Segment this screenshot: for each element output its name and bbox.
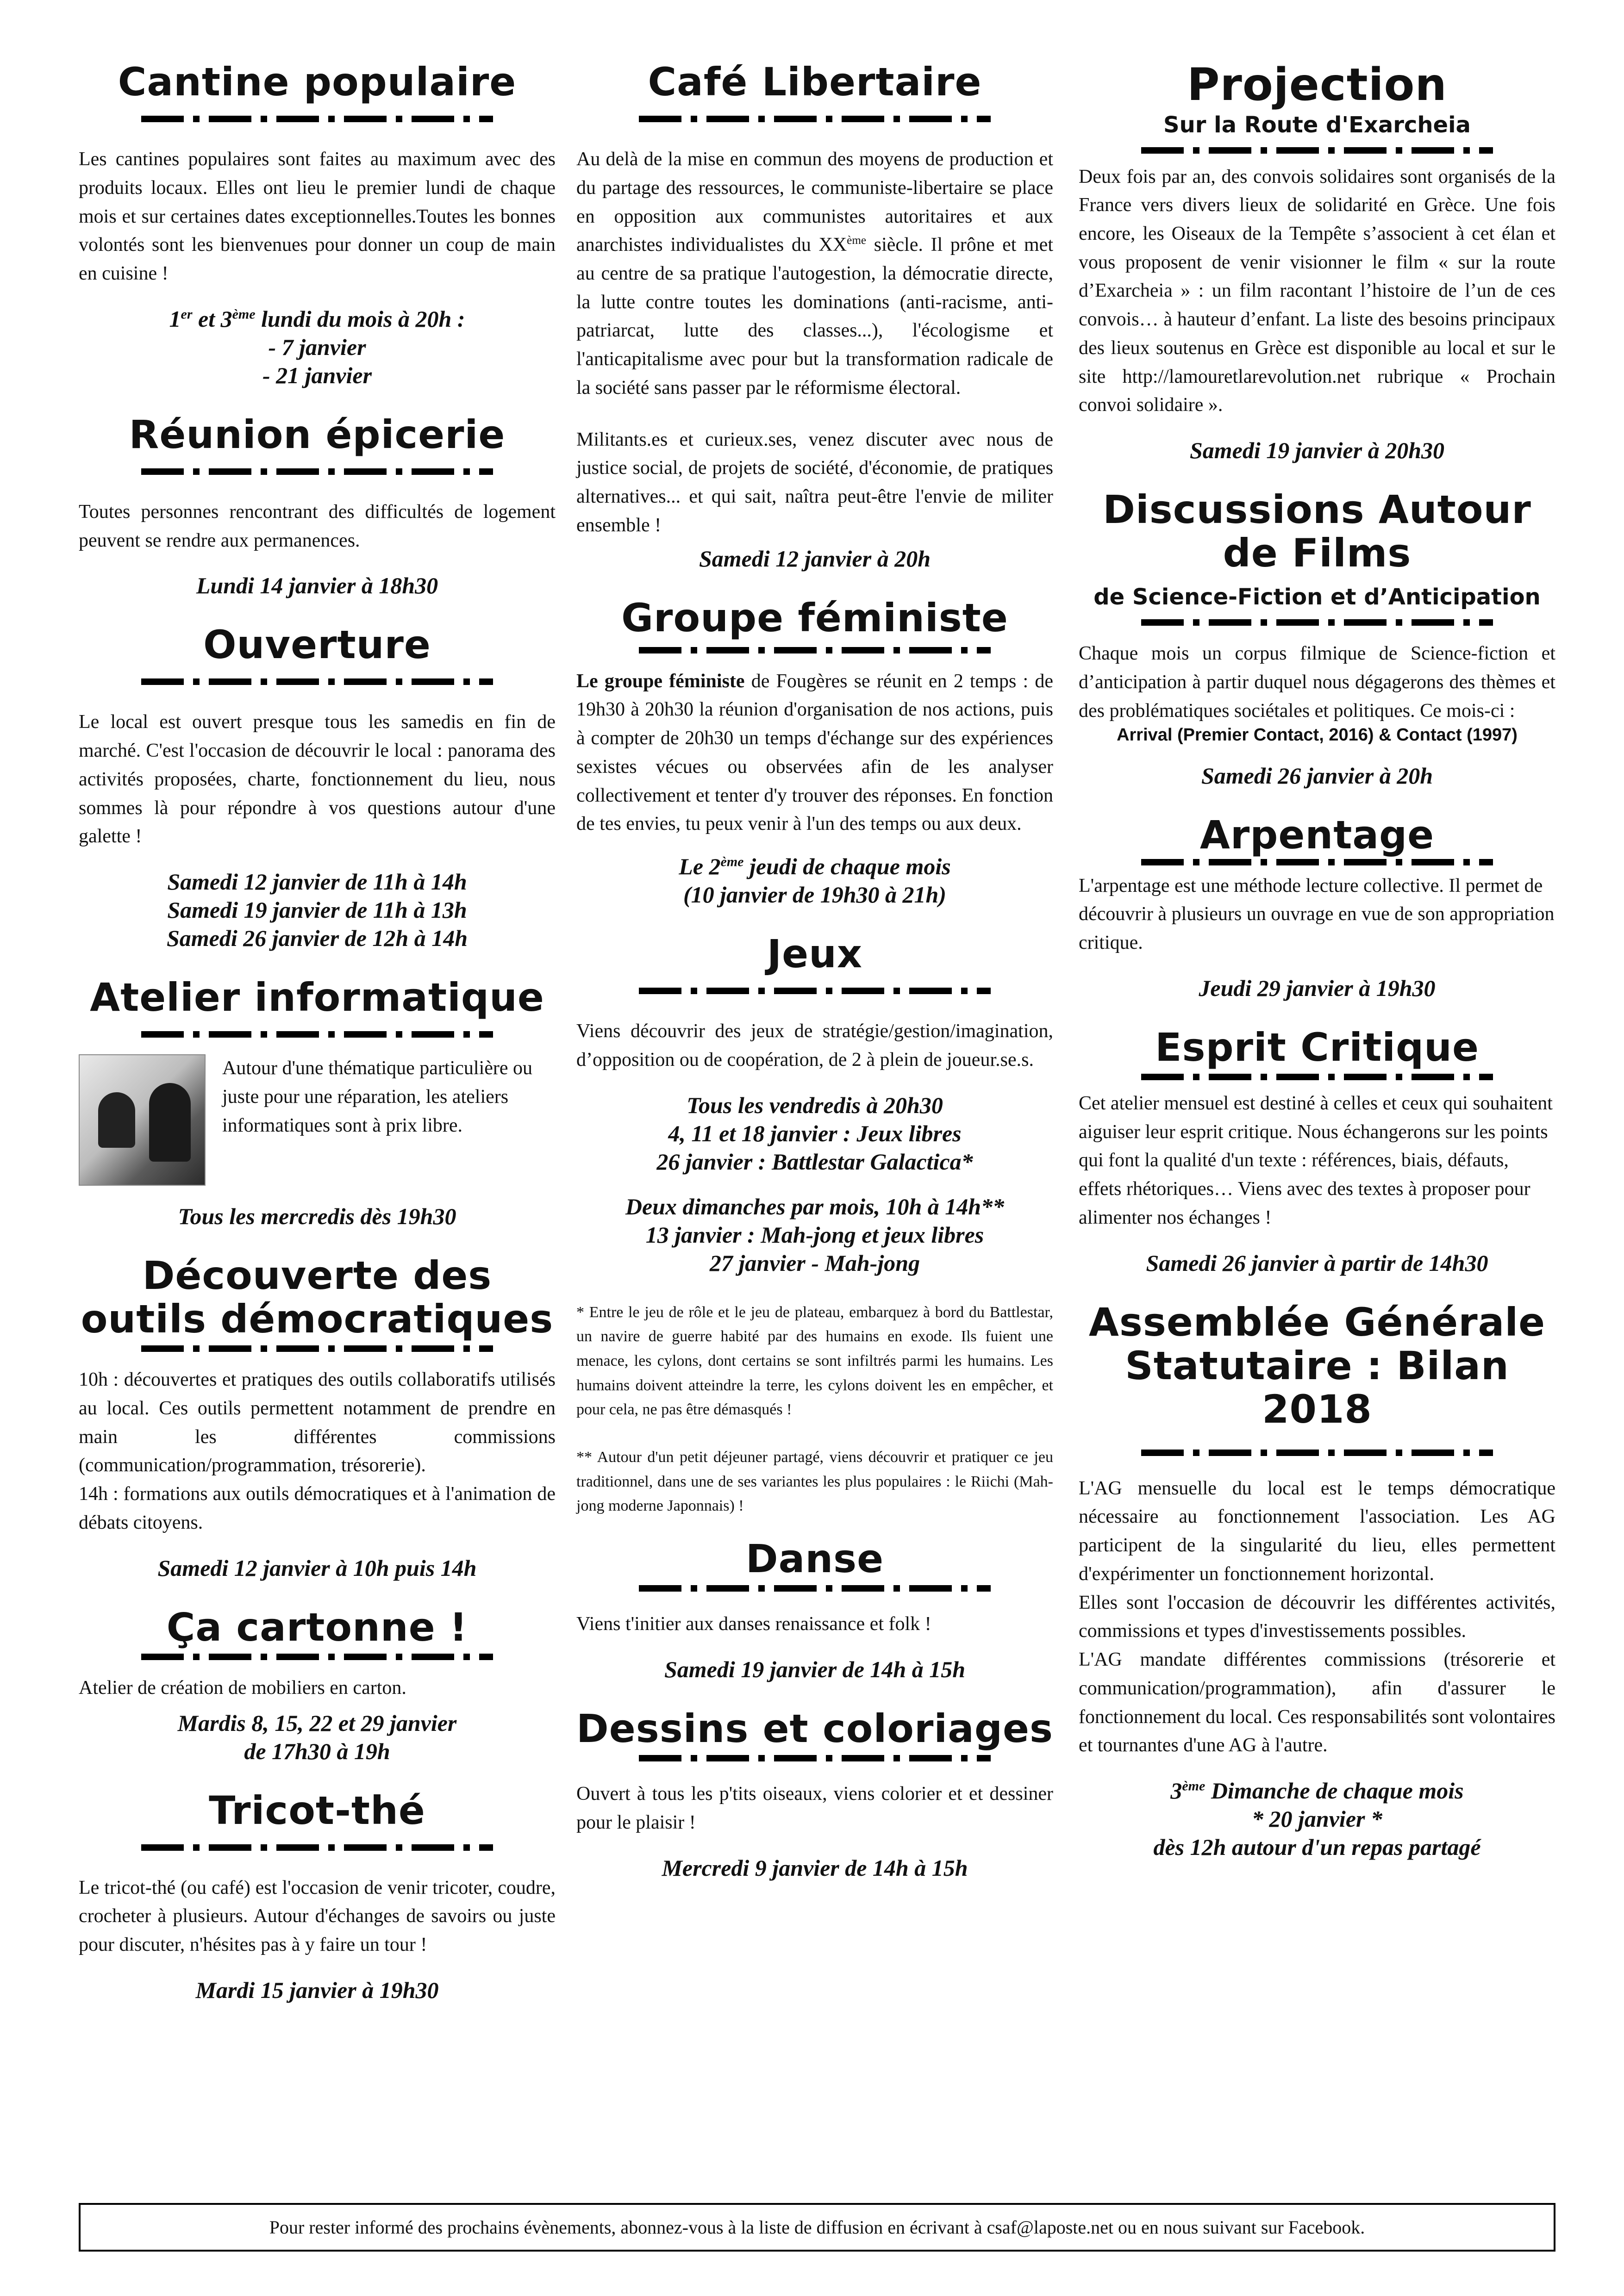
section-body xyxy=(79,1366,556,1537)
dash-divider xyxy=(1141,1450,1493,1456)
event-schedule: Tous les mercredis dès 19h30 xyxy=(178,1203,456,1230)
dash-divider xyxy=(141,1844,493,1851)
dash-divider xyxy=(1141,619,1493,626)
event-schedule xyxy=(576,1193,1053,1277)
title-line: Assemblée Générale xyxy=(1088,1299,1546,1345)
schedule-date: Samedi 26 janvier de 12h à 14h xyxy=(166,925,468,952)
section-title: Jeux xyxy=(767,931,863,977)
section-body xyxy=(576,667,1053,839)
section-title: Ça cartonne ! xyxy=(166,1604,468,1650)
event-schedule: Samedi 26 janvier à 20h xyxy=(1201,763,1433,789)
section-body: Le local est ouvert presque tous les samedis en fin de marché. C'est l'occasion de découvrir le local : panorama des activités proposées, charte, fonctionnement du lieu, nous sommes là pour répondre à vos questions autour d'une galette ! xyxy=(79,711,556,847)
section-title: Atelier informatique xyxy=(90,975,544,1020)
section-body xyxy=(576,145,1053,540)
section-body: Viens découvrir des jeux de stratégie/gestion/imagination, d’opposition ou de coopération, de 2 à plein de joueur.se.s. xyxy=(576,1020,1053,1070)
dash-divider xyxy=(639,116,991,122)
event-schedule: Samedi 12 janvier à 10h puis 14h xyxy=(157,1555,477,1581)
section-body: Toutes personnes rencontrant des difficultés de logement peuvent se rendre aux permanences. xyxy=(79,501,556,551)
dash-divider xyxy=(141,678,493,685)
column-middle xyxy=(576,60,1053,1905)
section-title xyxy=(1079,488,1555,575)
section-title: Cantine populaire xyxy=(118,59,517,105)
superscript: er xyxy=(181,306,193,322)
section-body: Atelier de création de mobiliers en carton. xyxy=(79,1677,406,1699)
schedule-text: Le 2 xyxy=(679,853,721,880)
superscript: ème xyxy=(720,854,744,870)
section-esprit xyxy=(1079,1026,1555,1277)
section-cartonne xyxy=(79,1605,556,1766)
schedule-date: * 20 janvier * xyxy=(1252,1806,1382,1832)
event-schedule xyxy=(1079,1777,1555,1861)
body-paragraph: L'AG mandate différentes commissions (trésorerie et communication/programmation), afin d'assurer le fonctionnement du local. Ces responsabilités sont volontaires et tournantes d'une AG à l'autre. xyxy=(1079,1649,1555,1756)
schedule-date: Samedi 12 janvier de 11h à 14h xyxy=(167,869,467,895)
atelier-content xyxy=(79,1054,556,1186)
schedule-line: 13 janvier : Mah-jong et jeux libres xyxy=(645,1221,984,1248)
schedule-date: Samedi 19 janvier de 11h à 13h xyxy=(167,897,467,923)
schedule-line: Deux dimanches par mois, 10h à 14h** xyxy=(625,1193,1005,1220)
schedule-text: jeudi de chaque mois xyxy=(743,853,951,880)
section-arpentage xyxy=(1079,813,1555,1002)
column-right xyxy=(1079,60,1555,1885)
dash-divider xyxy=(639,1755,991,1761)
event-schedule: Lundi 14 janvier à 18h30 xyxy=(196,572,438,599)
event-schedule: Mercredi 9 janvier de 14h à 15h xyxy=(662,1854,968,1881)
section-feministe xyxy=(576,596,1053,909)
event-schedule: Samedi 26 janvier à partir de 14h30 xyxy=(1146,1250,1488,1276)
section-title: Esprit Critique xyxy=(1155,1024,1479,1070)
section-title: Arpentage xyxy=(1199,812,1435,858)
section-body: Les cantines populaires sont faites au maximum avec des produits locaux. Elles ont lieu le premier lundi de chaque mois et sur certaines dates exceptionnelles.Toutes les bonnes volontés sont les bienvenues pour donner un coup de main en cuisine ! xyxy=(79,149,556,285)
column-left xyxy=(79,60,556,2028)
dash-divider xyxy=(141,1345,493,1352)
dash-divider xyxy=(1141,147,1493,154)
body-paragraph: 10h : découvertes et pratiques des outils collaboratifs utilisés au local. Ces outils permettent notamment de prendre en main les différentes commissions (communication/programmation, trésorerie). xyxy=(79,1369,556,1476)
event-schedule: Samedi 19 janvier à 20h30 xyxy=(1189,437,1445,464)
dash-divider xyxy=(141,116,493,122)
schedule-time: de 17h30 à 19h xyxy=(244,1738,390,1764)
event-schedule xyxy=(576,1091,1053,1176)
section-outils xyxy=(79,1254,556,1582)
footer-box xyxy=(79,2203,1555,2252)
section-ouverture xyxy=(79,623,556,952)
schedule-time: dès 12h autour d'un repas partagé xyxy=(1153,1834,1481,1860)
schedule-text: 3 xyxy=(1170,1778,1182,1804)
section-body: Deux fois par an, des convois solidaires sont organisés de la France vers divers lieux de solidarité en Grèce. Une fois encore, les Oiseaux de la Tempête s’associent à cet élan et vous proposent de venir visionner le film « sur la route d’Exarcheia » : un film racontant l’histoire de l’un de ces convois… à hauteur d’enfant. La liste des besoins principaux des lieux soutenus en Grèce est disponible au local et sur le site http://lamouretlarevolution.net rubrique « Prochain convoi solidaire ». xyxy=(1079,166,1555,416)
schedule-line: Tous les vendredis à 20h30 xyxy=(687,1092,943,1118)
event-schedule: Samedi 19 janvier de 14h à 15h xyxy=(664,1656,966,1682)
section-body: Chaque mois un corpus filmique de Science-fiction et d’anticipation à partir duquel nous dégagerons des thèmes et des problématiques sociétales et politiques. Ce mois-ci : xyxy=(1079,643,1555,722)
section-body xyxy=(1079,1475,1555,1760)
event-schedule: Samedi 12 janvier à 20h xyxy=(699,545,931,572)
schedule-text: et 3 xyxy=(192,305,232,332)
section-cafe xyxy=(576,60,1053,573)
section-title: Danse xyxy=(745,1536,884,1582)
dash-divider xyxy=(141,1031,493,1038)
section-dessins xyxy=(576,1707,1053,1882)
event-schedule xyxy=(79,1709,556,1766)
section-title: Dessins et coloriages xyxy=(576,1705,1053,1751)
section-title: Café Libertaire xyxy=(648,59,982,105)
films-line: Arrival (Premier Contact, 2016) & Contact (1997) xyxy=(1117,725,1518,745)
schedule-line: 26 janvier : Battlestar Galactica* xyxy=(656,1148,973,1175)
atelier-photo xyxy=(79,1054,206,1186)
schedule-text: lundi du mois à 20h : xyxy=(255,305,465,332)
section-body: L'arpentage est une méthode lecture collective. Il permet de découvrir à plusieurs un ouvrage en vue de son appropriation critique. xyxy=(1079,875,1555,954)
section-body: Le tricot-thé (ou café) est l'occasion de venir tricoter, coudre, crocheter à plusieurs. Autour d'échanges de savoirs ou juste pour discuter, n'hésites pas à y faire un tour ! xyxy=(79,1877,556,1956)
schedule-date: - 7 janvier xyxy=(268,334,366,360)
schedule-date: - 21 janvier xyxy=(262,362,372,388)
body-text: Au delà de la mise en commun des moyens de production et du partage des ressources, le communiste-libertaire se place en opposition aux communistes autoritaires et aux anarchistes individualistes du XX xyxy=(576,149,1053,256)
dash-divider xyxy=(639,1585,991,1592)
section-informatique xyxy=(79,976,556,1231)
body-paragraph: Elles sont l'occasion de découvrir les différentes activités, commissions et types d'investissements possibles. xyxy=(1079,1592,1555,1642)
section-body: Ouvert à tous les p'tits oiseaux, viens colorier et et dessiner pour le plaisir ! xyxy=(576,1783,1053,1833)
event-schedule: Mardi 15 janvier à 19h30 xyxy=(195,1977,439,2003)
superscript: ème xyxy=(1182,1778,1206,1794)
section-title: Ouverture xyxy=(203,622,431,668)
dash-divider xyxy=(1141,1074,1493,1080)
footnote: * Entre le jeu de rôle et le jeu de plateau, embarquez à bord du Battlestar, un navire de guerre habité par des humains en exode. Ils fuient une menace, les cylons, dont certains se sont infiltrés parmi les humains. Les humains doivent atteindre la terre, les cylons doivent les en empêcher, et pour cela, ne pas être démasqués ! xyxy=(576,1303,1053,1419)
event-schedule xyxy=(79,305,556,390)
section-cantine xyxy=(79,60,556,390)
title-line: Statutaire : Bilan 2018 xyxy=(1125,1343,1509,1432)
body-text: siècle. Il prône et met au centre de sa pratique l'autogestion, la démocratie directe, la lutte contre toutes les dominations (anti-racisme, anti-patriarcat, lutte des classes...), l'écologisme et l'anticapitalisme avec pour but la transformation radicale de la société sans passer par le réformisme électoral. xyxy=(576,234,1053,398)
event-schedule: Jeudi 29 janvier à 19h30 xyxy=(1199,975,1436,1001)
section-danse xyxy=(576,1537,1053,1684)
schedule-text: 1 xyxy=(169,305,181,332)
dash-divider xyxy=(1141,859,1493,865)
schedule-date: Mardis 8, 15, 22 et 29 janvier xyxy=(177,1710,457,1736)
section-ag xyxy=(1079,1300,1555,1862)
body-paragraph: L'AG mensuelle du local est le temps démocratique nécessaire au fonctionnement l'association. Les AG participent de la singularité du lieu, elles permettent d'expérimenter un fonctionnement horizontal. xyxy=(1079,1477,1555,1585)
section-subtitle: Sur la Route d'Exarcheia xyxy=(1163,112,1471,138)
dash-divider xyxy=(639,647,991,653)
body-paragraph: 14h : formations aux outils démocratiques et à l'animation de débats citoyens. xyxy=(79,1483,556,1533)
section-projection xyxy=(1079,60,1555,465)
section-title xyxy=(1079,1300,1555,1431)
body-strong: Le groupe féministe xyxy=(576,670,745,692)
section-subtitle: de Science-Fiction et d’Anticipation xyxy=(1093,584,1541,610)
body-paragraph: Militants.es et curieux.ses, venez discuter avec nous de justice social, de projets de société, d'économie, de pratiques alternatives... et qui sait, naîtra peut-être l'envie de militer ensemble ! xyxy=(576,429,1053,536)
schedule-line: 4, 11 et 18 janvier : Jeux libres xyxy=(668,1120,962,1146)
section-title: Groupe féministe xyxy=(621,595,1008,641)
footer-text: Pour rester informé des prochains évènements, abonnez-vous à la liste de diffusion en écrivant à csaf@laposte.net ou en nous suivant sur Facebook. xyxy=(269,2217,1365,2238)
section-body: Cet atelier mensuel est destiné à celles et ceux qui souhaitent aiguiser leur esprit critique. Nous échangerons sur les points qui font la qualité d'un texte : références, biais, défauts, effets rhétoriques… Viens avec des textes à proposer pour alimenter nos échanges ! xyxy=(1079,1092,1553,1228)
section-title: Tricot-thé xyxy=(209,1787,425,1833)
section-body: Autour d'une thématique particulière ou juste pour une réparation, les ateliers informatiques sont à prix libre. xyxy=(222,1058,533,1136)
superscript: ème xyxy=(847,234,867,247)
title-line: de Films xyxy=(1223,530,1412,576)
section-films xyxy=(1079,488,1555,790)
dash-divider xyxy=(639,988,991,994)
section-title: Découverte des outils démocratiques xyxy=(81,1253,554,1342)
section-epicerie xyxy=(79,413,556,600)
footnote: ** Autour d'un petit déjeuner partagé, viens découvrir et pratiquer ce jeu traditionnel, dans une de ses variantes les plus populaires : le Riichi (Mah-jong moderne Japonnais) ! xyxy=(576,1449,1053,1515)
body-paragraph xyxy=(576,145,1053,403)
event-schedule xyxy=(576,852,1053,909)
schedule-time: (10 janvier de 19h30 à 21h) xyxy=(683,882,947,908)
event-schedule xyxy=(79,868,556,952)
section-jeux xyxy=(576,932,1053,1518)
section-body: Viens t'initier aux danses renaissance et folk ! xyxy=(576,1613,931,1635)
section-title: Projection xyxy=(1187,59,1447,111)
body-text: de Fougères se réunit en 2 temps : de 19h30 à 20h30 la réunion d'organisation de nos actions, puis à compter de 20h30 un temps d'échange sur des expériences sexistes vécues ou observées afin de les analyser collectivement et tenter d'y trouver des réponses. En fonction de tes envies, tu peux venir à l'un des temps ou aux deux. xyxy=(576,670,1054,835)
section-title: Réunion épicerie xyxy=(129,411,506,457)
schedule-text: Dimanche de chaque mois xyxy=(1205,1778,1464,1804)
dash-divider xyxy=(141,1654,493,1660)
section-tricot xyxy=(79,1789,556,2004)
title-line: Discussions Autour xyxy=(1103,487,1531,533)
dash-divider xyxy=(141,468,493,475)
superscript: ème xyxy=(232,306,256,322)
schedule-line: 27 janvier - Mah-jong xyxy=(709,1250,920,1276)
